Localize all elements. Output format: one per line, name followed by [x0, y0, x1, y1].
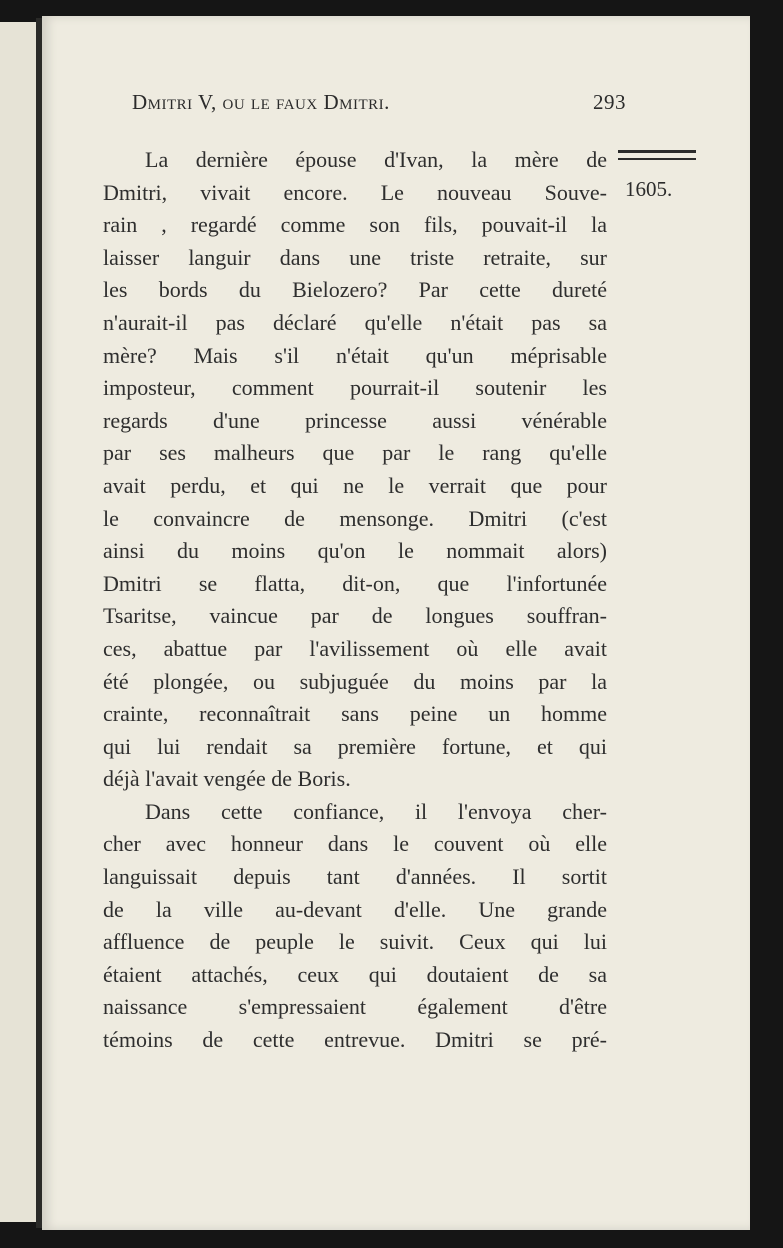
text-line: Tsaritse, vaincue par de longues souffran-: [103, 603, 607, 629]
text-line: crainte, reconnaîtrait sans peine un homme: [103, 701, 607, 727]
text-line: été plongée, ou subjuguée du moins par la: [103, 668, 607, 694]
text-line: Dmitri se flatta, dit-on, que l'infortunée: [103, 570, 607, 596]
text-line: ainsi du moins qu'on le nommait alors): [103, 538, 607, 564]
running-head: Dmitri V, ou le faux Dmitri.: [132, 90, 390, 114]
text-line: regards d'une princesse aussi vénérable: [103, 407, 607, 433]
text-line: qui lui rendait sa première fortune, et qui: [103, 733, 607, 759]
text-line: ces, abattue par l'avilissement où elle avait: [103, 635, 607, 661]
text-line: par ses malheurs que par le rang qu'elle: [103, 440, 607, 466]
text-line: déjà l'avait vengée de Boris.: [103, 766, 351, 792]
text-line: rain , regardé comme son fils, pouvait-il la: [103, 212, 607, 238]
text-line: laisser languir dans une triste retraite, sur: [103, 244, 607, 270]
margin-year: 1605.: [625, 177, 673, 201]
text-line: de la ville au-devant d'elle. Une grande: [103, 896, 607, 922]
text-line: avait perdu, et qui ne le verrait que pour: [103, 472, 607, 498]
text-line: mère? Mais s'il n'était qu'un méprisable: [103, 342, 607, 368]
text-line: le convaincre de mensonge. Dmitri (c'est: [103, 505, 607, 531]
text-line: Dans cette confiance, il l'envoya cher-: [145, 798, 607, 824]
page-header: [132, 90, 626, 115]
text-line: affluence de peuple le suivit. Ceux qui lui: [103, 929, 607, 955]
text-line: Dmitri, vivait encore. Le nouveau Souve-: [103, 179, 607, 205]
text-line: La dernière épouse d'Ivan, la mère de: [145, 147, 607, 172]
text-line: languissait depuis tant d'années. Il sortit: [103, 864, 607, 890]
text-line: étaient attachés, ceux qui doutaient de sa: [103, 961, 607, 987]
margin-rule: [618, 150, 696, 160]
page-number: 293: [593, 90, 626, 114]
text-line: cher avec honneur dans le couvent où elle: [103, 831, 607, 857]
body-text: [103, 144, 607, 1057]
text-line: les bords du Bielozero? Par cette dureté: [103, 277, 607, 303]
text-line: témoins de cette entrevue. Dmitri se pré-: [103, 1027, 607, 1053]
facing-page-edge: [0, 22, 37, 1222]
text-line: imposteur, comment pourrait-il soutenir les: [103, 375, 607, 401]
text-line: n'aurait-il pas déclaré qu'elle n'était pas sa: [103, 309, 607, 335]
text-line: naissance s'empressaient également d'être: [103, 994, 607, 1020]
